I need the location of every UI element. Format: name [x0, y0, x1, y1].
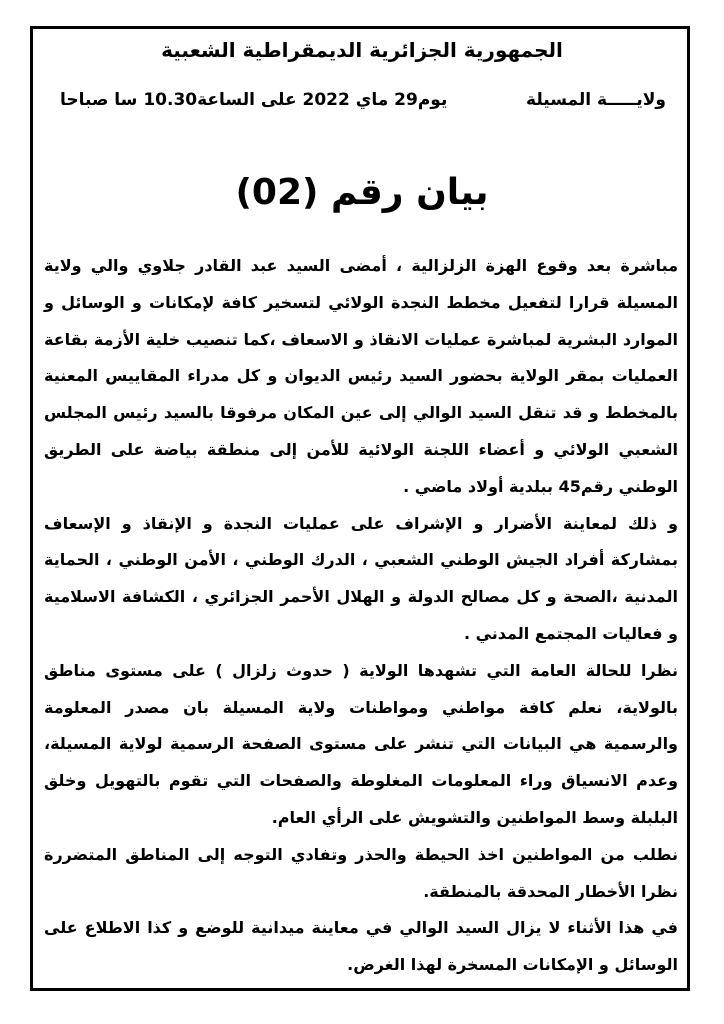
wilaya-label: ولايـــــة المسيلة	[526, 90, 666, 110]
date-time-label: يوم29 ماي 2022 على الساعة10.30 سا صباحا	[60, 90, 448, 110]
paragraph-4: نطلب من المواطنين اخذ الحيطة والحذر وتفادي التوجه إلى المناطق المتضررة نظرا الأخطار المحدقة بالمنطقة.	[44, 844, 678, 901]
paragraph-5: في هذا الأثناء لا يزال السيد الوالي في معاينة ميدانية للوضع و كذا الاطلاع على الوسائل و الإمكانات المسخرة لهذا الغرض.	[44, 918, 678, 975]
republic-heading: الجمهورية الجزائرية الديمقراطية الشعبية	[161, 38, 563, 62]
statement-body	[44, 248, 678, 984]
statement-title: بيان رقم (02)	[235, 172, 489, 213]
paragraph-3: نظرا للحالة العامة التي تشهدها الولاية ( حدوث زلزال ) على مستوى مناطق بالولاية، نعلم كافة مواطني ومواطنات ولاية المسيلة بان مصدر المعلومة والرسمية هي البيانات التي تنشر على مستوى الصفحة الرسمية لولاية المسيلة، وعدم الانسياق وراء المعلومات المغلوطة والصفحات التي تقوم بالتهويل وخلق البلبلة وسط المواطنين والتشويش على الرأي العام.	[44, 660, 678, 827]
paragraph-1: مباشرة بعد وقوع الهزة الزلزالية ، أمضى السيد عبد القادر جلاوي والي ولاية المسيلة قرارا لتفعيل مخطط النجدة الولائي لتسخير كافة لإمكانات و الوسائل و الموارد البشرية لمباشرة عمليات الانقاذ و الاسعاف ،كما تنصيب خلية الأزمة بقاعة العمليات بمقر الولاية بحضور السيد رئيس الديوان و كل مدراء المقاييس المعنية بالمخطط و قد تنقل السيد الوالي إلى عين المكان مرفوقا بالسيد رئيس المجلس الشعبي الولائي و أعضاء اللجنة الولائية للأمن إلى منطقة بياضة على الطريق الوطني رقم45 ببلدية أولاد ماضي .	[44, 256, 678, 496]
header-info-row	[60, 90, 666, 116]
paragraph-2: و ذلك لمعاينة الأضرار و الإشراف على عمليات النجدة و الإنقاذ و الإسعاف بمشاركة أفراد الجيش الوطني الشعبي ، الدرك الوطني ، الأمن الوطني ، الحماية المدنية ،الصحة و كل مصالح الدولة و الهلال الأحمر الجزائري ، الكشافة الاسلامية و فعاليات المجتمع المدني .	[44, 513, 678, 643]
